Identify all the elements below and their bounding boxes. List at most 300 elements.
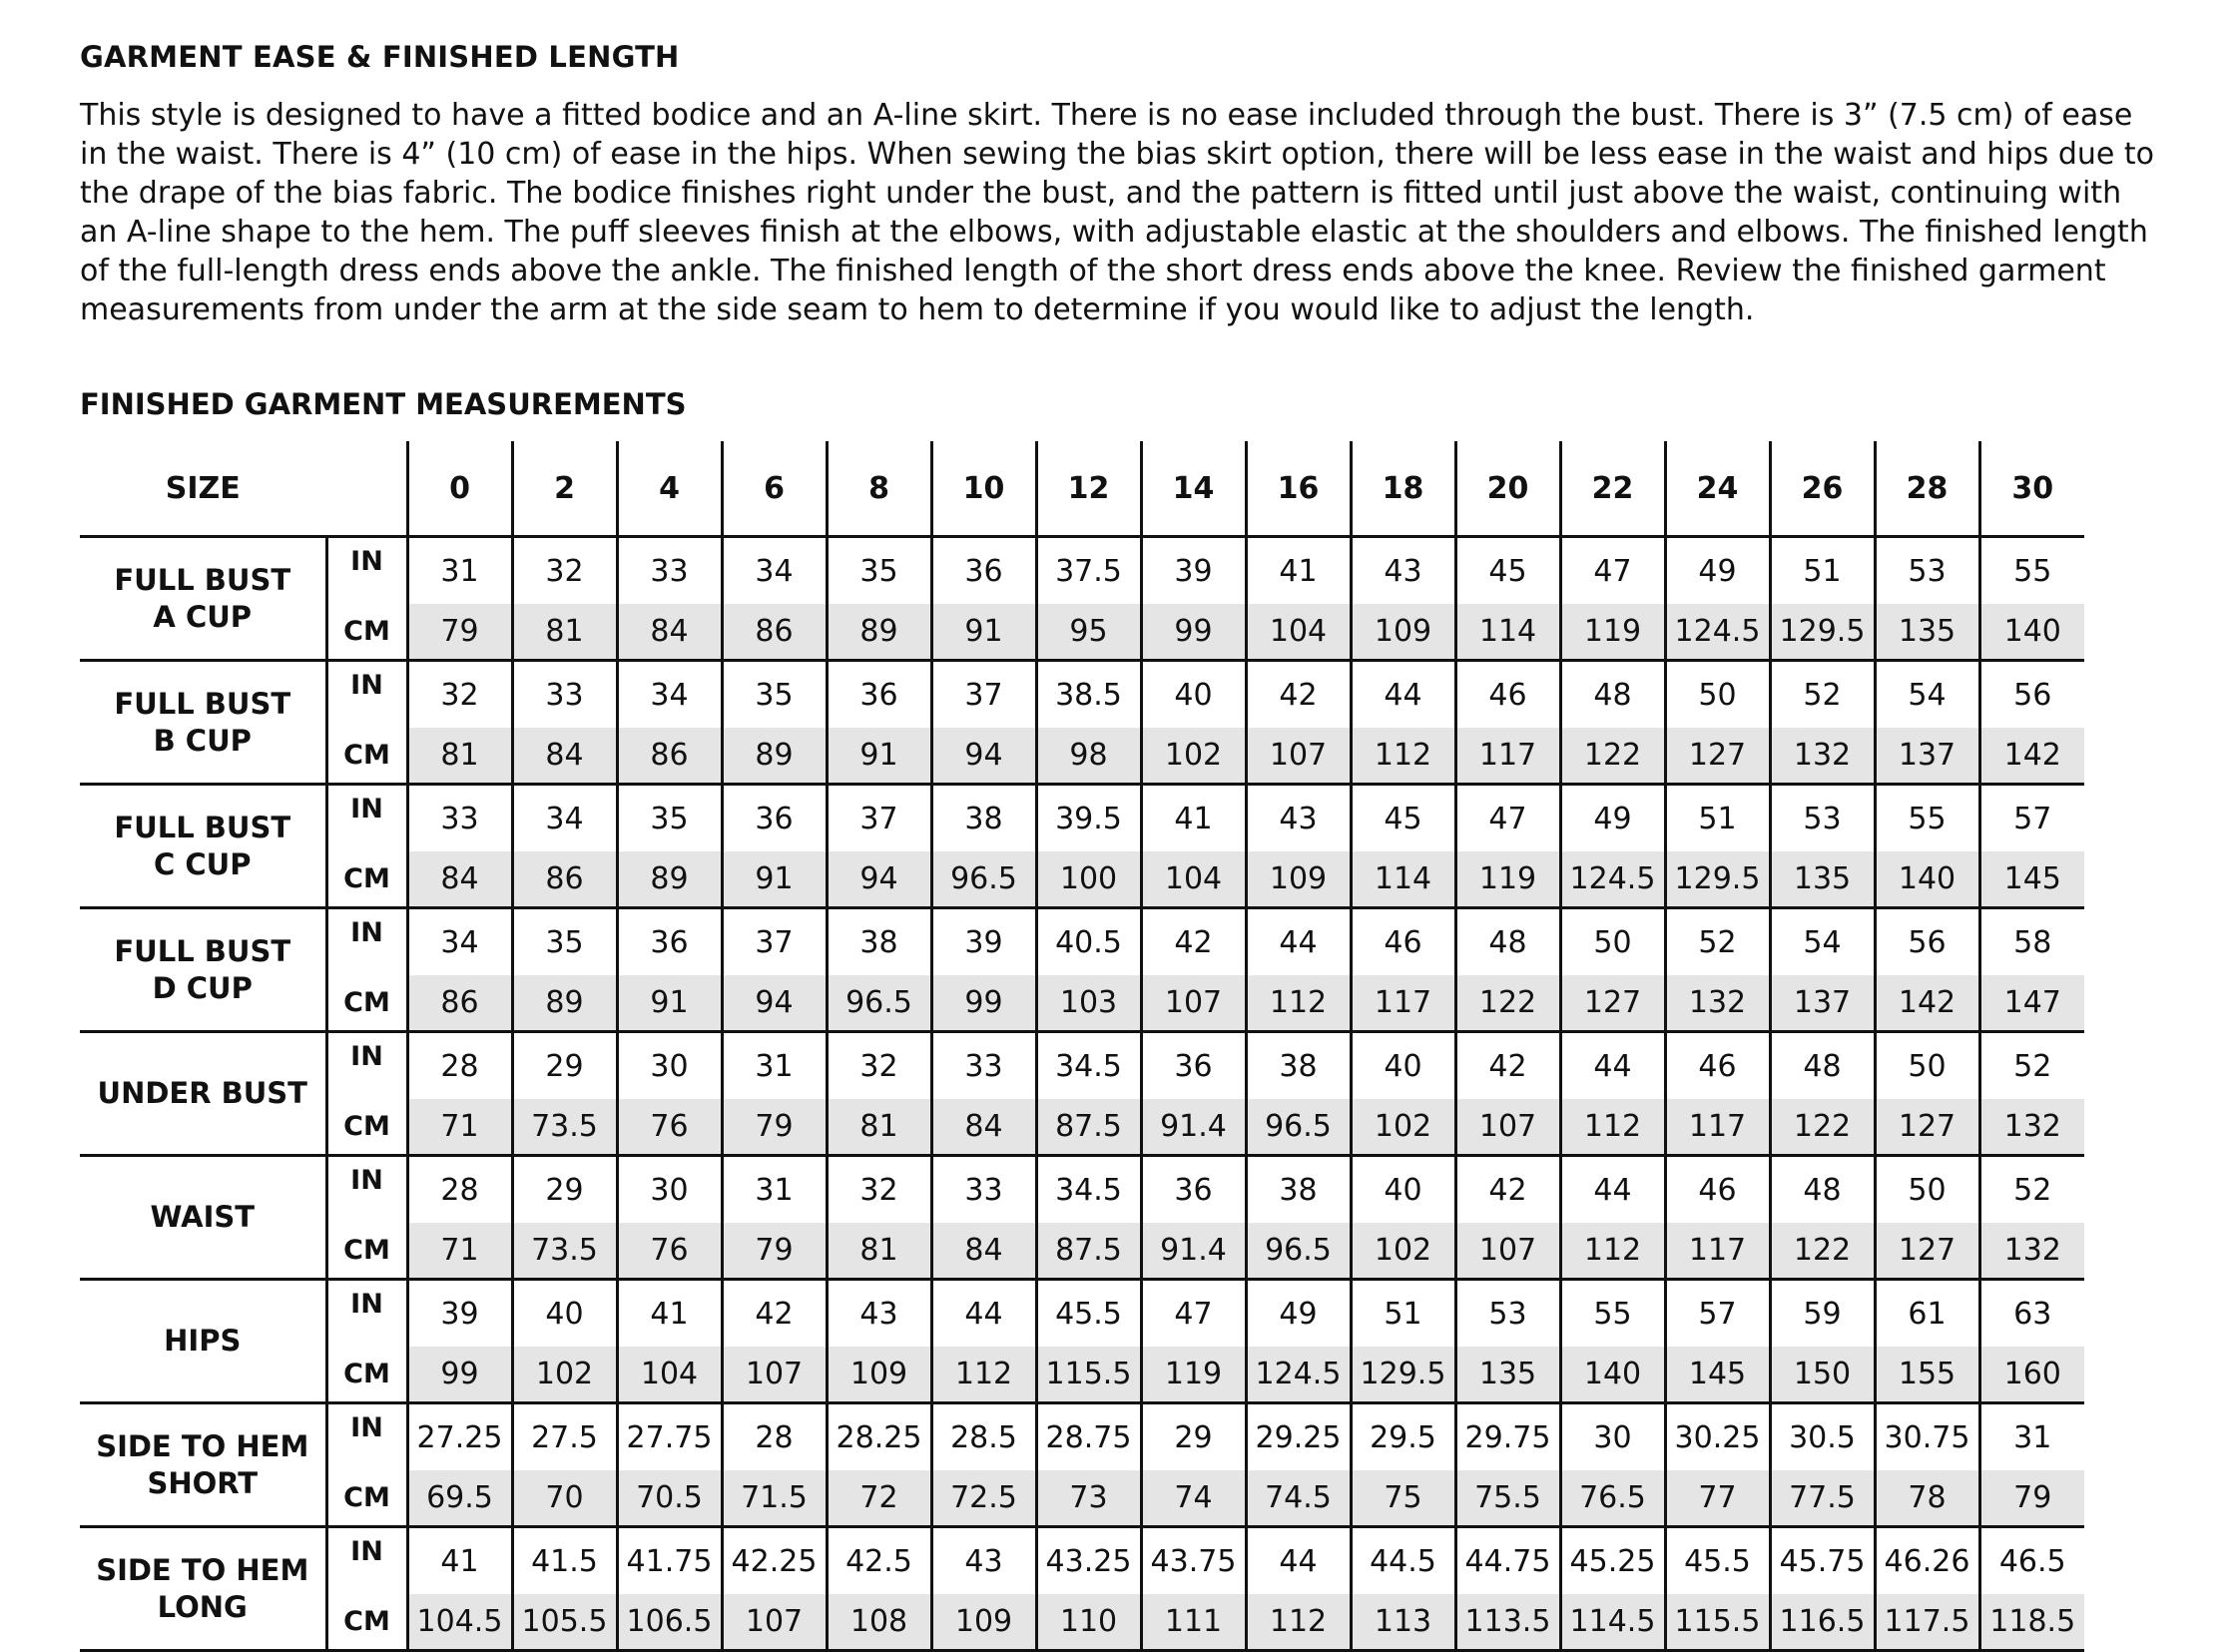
value-cell-in: 37 [931, 661, 1036, 729]
measurement-label-line: WAIST [150, 1200, 256, 1234]
size-header: 8 [827, 441, 931, 537]
value-cell-in: 31 [1979, 1403, 2084, 1471]
value-cell-in: 29 [512, 1156, 617, 1224]
value-cell-in: 55 [1979, 537, 2084, 605]
value-cell-in: 42 [722, 1280, 827, 1348]
value-cell-in: 39.5 [1036, 785, 1141, 852]
value-cell-cm: 71 [407, 1223, 512, 1280]
value-cell-cm: 132 [1770, 728, 1875, 785]
unit-in-label: IN [326, 537, 407, 605]
value-cell-cm: 70.5 [617, 1470, 722, 1527]
measurement-label [80, 1403, 326, 1527]
value-cell-cm: 89 [512, 975, 617, 1032]
value-cell-cm: 104.5 [407, 1594, 512, 1651]
value-cell-in: 56 [1875, 908, 1979, 976]
value-cell-cm: 91 [827, 728, 931, 785]
table-row [80, 1403, 2084, 1471]
measurement-label-line: HIPS [164, 1324, 242, 1358]
table-row [80, 604, 2084, 661]
table-row [80, 1032, 2084, 1100]
measurement-label [80, 1032, 326, 1156]
value-cell-cm: 109 [1246, 851, 1351, 908]
value-cell-cm: 109 [1351, 604, 1455, 661]
value-cell-cm: 76 [617, 1223, 722, 1280]
value-cell-in: 46 [1351, 908, 1455, 976]
value-cell-cm: 75.5 [1455, 1470, 1560, 1527]
value-cell-in: 51 [1351, 1280, 1455, 1348]
measurement-label-line: LONG [157, 1589, 248, 1624]
value-cell-cm: 71.5 [722, 1470, 827, 1527]
table-row [80, 537, 2084, 605]
value-cell-cm: 129.5 [1770, 604, 1875, 661]
value-cell-in: 42 [1455, 1032, 1560, 1100]
value-cell-in: 47 [1141, 1280, 1246, 1348]
value-cell-cm: 114 [1351, 851, 1455, 908]
unit-cm-label: CM [326, 975, 407, 1032]
value-cell-in: 42 [1141, 908, 1246, 976]
value-cell-cm: 107 [1246, 728, 1351, 785]
measurement-label-line: FULL BUST [114, 562, 291, 597]
value-cell-in: 27.5 [512, 1403, 617, 1471]
value-cell-in: 45.25 [1560, 1527, 1665, 1595]
value-cell-in: 41 [1246, 537, 1351, 605]
value-cell-in: 43.75 [1141, 1527, 1246, 1595]
value-cell-in: 47 [1455, 785, 1560, 852]
value-cell-cm: 107 [722, 1594, 827, 1651]
value-cell-in: 52 [1770, 661, 1875, 729]
value-cell-cm: 114.5 [1560, 1594, 1665, 1651]
value-cell-cm: 124.5 [1665, 604, 1770, 661]
value-cell-cm: 86 [617, 728, 722, 785]
value-cell-cm: 104 [1141, 851, 1246, 908]
value-cell-in: 28.5 [931, 1403, 1036, 1471]
value-cell-in: 44 [1560, 1156, 1665, 1224]
value-cell-cm: 107 [1141, 975, 1246, 1032]
size-header: 22 [1560, 441, 1665, 537]
measurement-label-line: FULL BUST [114, 810, 291, 844]
value-cell-in: 50 [1875, 1032, 1979, 1100]
value-cell-in: 36 [722, 785, 827, 852]
value-cell-in: 29 [1141, 1403, 1246, 1471]
value-cell-in: 28.25 [827, 1403, 931, 1471]
value-cell-cm: 94 [931, 728, 1036, 785]
table-row [80, 728, 2084, 785]
value-cell-cm: 124.5 [1560, 851, 1665, 908]
value-cell-cm: 102 [1351, 1223, 1455, 1280]
value-cell-in: 28 [407, 1156, 512, 1224]
value-cell-in: 40 [512, 1280, 617, 1348]
value-cell-cm: 87.5 [1036, 1223, 1141, 1280]
measurements-heading: FINISHED GARMENT MEASUREMENTS [80, 387, 687, 421]
value-cell-in: 28.75 [1036, 1403, 1141, 1471]
value-cell-in: 51 [1770, 537, 1875, 605]
value-cell-in: 54 [1770, 908, 1875, 976]
value-cell-in: 44 [931, 1280, 1036, 1348]
ease-heading: GARMENT EASE & FINISHED LENGTH [80, 40, 680, 74]
value-cell-in: 49 [1246, 1280, 1351, 1348]
value-cell-cm: 73.5 [512, 1223, 617, 1280]
value-cell-cm: 84 [617, 604, 722, 661]
table-row [80, 1347, 2084, 1403]
value-cell-in: 43 [931, 1527, 1036, 1595]
value-cell-in: 53 [1455, 1280, 1560, 1348]
value-cell-cm: 84 [512, 728, 617, 785]
value-cell-cm: 116.5 [1770, 1594, 1875, 1651]
value-cell-cm: 104 [1246, 604, 1351, 661]
value-cell-cm: 105.5 [512, 1594, 617, 1651]
value-cell-in: 55 [1560, 1280, 1665, 1348]
table-row [80, 785, 2084, 852]
value-cell-in: 31 [407, 537, 512, 605]
value-cell-in: 29.5 [1351, 1403, 1455, 1471]
unit-in-label: IN [326, 785, 407, 852]
value-cell-cm: 102 [1141, 728, 1246, 785]
value-cell-cm: 72 [827, 1470, 931, 1527]
measurement-label [80, 661, 326, 785]
value-cell-cm: 76.5 [1560, 1470, 1665, 1527]
value-cell-cm: 76 [617, 1099, 722, 1156]
unit-in-label: IN [326, 1527, 407, 1595]
value-cell-in: 33 [931, 1156, 1036, 1224]
value-cell-cm: 99 [407, 1347, 512, 1403]
value-cell-in: 63 [1979, 1280, 2084, 1348]
value-cell-cm: 100 [1036, 851, 1141, 908]
value-cell-in: 52 [1665, 908, 1770, 976]
value-cell-in: 44 [1560, 1032, 1665, 1100]
ease-paragraph: This style is designed to have a fitted bodice and an A-line skirt. There is no ease included through the bust. There is 3” (7.5 cm) of ease in the waist. There is 4” (10 cm) of ease in the hips. When sewing the bias skirt option, there will be less ease in the waist and hips due to the drape of the bias fabric. The bodice finishes right under the bust, and the pattern is fitted until just above the waist, continuing with an A-line shape to the hem. The puff sleeves finish at the elbows, with adjustable elastic at the shoulders and elbows. The finished length of the full-length dress ends above the ankle. The finished length of the short dress ends above the knee. Review the finished garment measurements from under the arm at the side seam to hem to determine if you would like to adjust the length. [80, 98, 2154, 327]
unit-in-label: IN [326, 1032, 407, 1100]
value-cell-in: 36 [1141, 1156, 1246, 1224]
value-cell-in: 53 [1875, 537, 1979, 605]
value-cell-cm: 89 [722, 728, 827, 785]
value-cell-cm: 113 [1351, 1594, 1455, 1651]
value-cell-in: 49 [1665, 537, 1770, 605]
value-cell-in: 46 [1665, 1032, 1770, 1100]
value-cell-in: 42.5 [827, 1527, 931, 1595]
value-cell-in: 50 [1560, 908, 1665, 976]
value-cell-cm: 108 [827, 1594, 931, 1651]
value-cell-cm: 122 [1770, 1223, 1875, 1280]
value-cell-in: 41 [617, 1280, 722, 1348]
value-cell-cm: 117.5 [1875, 1594, 1979, 1651]
value-cell-cm: 79 [407, 604, 512, 661]
value-cell-cm: 122 [1770, 1099, 1875, 1156]
value-cell-in: 38.5 [1036, 661, 1141, 729]
value-cell-cm: 114 [1455, 604, 1560, 661]
value-cell-cm: 137 [1770, 975, 1875, 1032]
value-cell-in: 35 [827, 537, 931, 605]
unit-cm-label: CM [326, 1594, 407, 1651]
measurement-label-line: SHORT [147, 1465, 259, 1500]
value-cell-cm: 84 [931, 1223, 1036, 1280]
size-header: 20 [1455, 441, 1560, 537]
value-cell-in: 29.25 [1246, 1403, 1351, 1471]
value-cell-in: 46.5 [1979, 1527, 2084, 1595]
measurement-label-line: FULL BUST [114, 933, 291, 968]
value-cell-cm: 73.5 [512, 1099, 617, 1156]
unit-cm-label: CM [326, 1347, 407, 1403]
value-cell-cm: 86 [407, 975, 512, 1032]
value-cell-cm: 70 [512, 1470, 617, 1527]
value-cell-in: 38 [1246, 1032, 1351, 1100]
value-cell-cm: 135 [1875, 604, 1979, 661]
value-cell-in: 57 [1979, 785, 2084, 852]
value-cell-in: 58 [1979, 908, 2084, 976]
value-cell-cm: 118.5 [1979, 1594, 2084, 1651]
table-row [80, 975, 2084, 1032]
value-cell-in: 27.25 [407, 1403, 512, 1471]
value-cell-cm: 81 [827, 1099, 931, 1156]
value-cell-in: 29.75 [1455, 1403, 1560, 1471]
value-cell-cm: 132 [1665, 975, 1770, 1032]
value-cell-cm: 113.5 [1455, 1594, 1560, 1651]
unit-cm-label: CM [326, 1099, 407, 1156]
value-cell-cm: 77.5 [1770, 1470, 1875, 1527]
unit-in-label: IN [326, 1280, 407, 1348]
value-cell-cm: 107 [722, 1347, 827, 1403]
value-cell-cm: 160 [1979, 1347, 2084, 1403]
value-cell-cm: 132 [1979, 1099, 2084, 1156]
value-cell-cm: 89 [617, 851, 722, 908]
value-cell-in: 36 [617, 908, 722, 976]
value-cell-cm: 91 [617, 975, 722, 1032]
value-cell-cm: 109 [931, 1594, 1036, 1651]
value-cell-cm: 94 [827, 851, 931, 908]
value-cell-cm: 91 [722, 851, 827, 908]
value-cell-in: 43 [1246, 785, 1351, 852]
table-row [80, 1527, 2084, 1595]
size-header: 6 [722, 441, 827, 537]
value-cell-cm: 122 [1560, 728, 1665, 785]
value-cell-in: 40 [1351, 1156, 1455, 1224]
value-cell-cm: 81 [407, 728, 512, 785]
table-row [80, 1099, 2084, 1156]
value-cell-cm: 117 [1665, 1223, 1770, 1280]
value-cell-in: 34 [407, 908, 512, 976]
value-cell-cm: 115.5 [1036, 1347, 1141, 1403]
value-cell-cm: 99 [931, 975, 1036, 1032]
value-cell-in: 31 [722, 1156, 827, 1224]
value-cell-cm: 142 [1875, 975, 1979, 1032]
value-cell-in: 34 [617, 661, 722, 729]
value-cell-in: 52 [1979, 1156, 2084, 1224]
value-cell-in: 44 [1246, 1527, 1351, 1595]
value-cell-cm: 112 [1560, 1223, 1665, 1280]
value-cell-cm: 145 [1665, 1347, 1770, 1403]
value-cell-in: 46 [1455, 661, 1560, 729]
value-cell-in: 36 [1141, 1032, 1246, 1100]
value-cell-cm: 102 [512, 1347, 617, 1403]
value-cell-cm: 69.5 [407, 1470, 512, 1527]
table-row [80, 1594, 2084, 1651]
value-cell-cm: 127 [1875, 1223, 1979, 1280]
value-cell-in: 53 [1770, 785, 1875, 852]
value-cell-in: 30 [1560, 1403, 1665, 1471]
value-cell-in: 39 [1141, 537, 1246, 605]
value-cell-cm: 122 [1455, 975, 1560, 1032]
value-cell-cm: 96.5 [1246, 1099, 1351, 1156]
value-cell-cm: 86 [512, 851, 617, 908]
value-cell-cm: 94 [722, 975, 827, 1032]
value-cell-cm: 111 [1141, 1594, 1246, 1651]
size-header-row [80, 441, 2084, 537]
value-cell-cm: 135 [1455, 1347, 1560, 1403]
value-cell-cm: 119 [1455, 851, 1560, 908]
measurement-label [80, 1156, 326, 1280]
value-cell-cm: 106.5 [617, 1594, 722, 1651]
page [80, 40, 2166, 1639]
value-cell-cm: 112 [1560, 1099, 1665, 1156]
size-header: 30 [1979, 441, 2084, 537]
value-cell-in: 45.5 [1665, 1527, 1770, 1595]
size-header: 12 [1036, 441, 1141, 537]
value-cell-cm: 132 [1979, 1223, 2084, 1280]
value-cell-in: 33 [407, 785, 512, 852]
size-header: 10 [931, 441, 1036, 537]
value-cell-cm: 81 [512, 604, 617, 661]
value-cell-in: 48 [1455, 908, 1560, 976]
value-cell-cm: 78 [1875, 1470, 1979, 1527]
unit-cm-label: CM [326, 728, 407, 785]
value-cell-cm: 104 [617, 1347, 722, 1403]
value-cell-cm: 112 [1246, 975, 1351, 1032]
value-cell-cm: 107 [1455, 1223, 1560, 1280]
unit-in-label: IN [326, 1156, 407, 1224]
unit-in-label: IN [326, 908, 407, 976]
value-cell-in: 54 [1875, 661, 1979, 729]
value-cell-in: 41.5 [512, 1527, 617, 1595]
size-header: 2 [512, 441, 617, 537]
value-cell-cm: 71 [407, 1099, 512, 1156]
value-cell-in: 42.25 [722, 1527, 827, 1595]
value-cell-cm: 75 [1351, 1470, 1455, 1527]
value-cell-cm: 142 [1979, 728, 2084, 785]
measurement-label-line: UNDER BUST [97, 1076, 307, 1110]
value-cell-in: 45.75 [1770, 1527, 1875, 1595]
table-row [80, 1470, 2084, 1527]
measurement-label-line: FULL BUST [114, 686, 291, 721]
value-cell-cm: 72.5 [931, 1470, 1036, 1527]
size-header: 28 [1875, 441, 1979, 537]
value-cell-in: 34 [512, 785, 617, 852]
table-row [80, 1223, 2084, 1280]
value-cell-in: 32 [407, 661, 512, 729]
value-cell-in: 33 [617, 537, 722, 605]
value-cell-in: 28 [722, 1403, 827, 1471]
value-cell-in: 40 [1141, 661, 1246, 729]
value-cell-in: 32 [827, 1156, 931, 1224]
value-cell-in: 51 [1665, 785, 1770, 852]
value-cell-cm: 129.5 [1351, 1347, 1455, 1403]
measurement-label-line: B CUP [153, 723, 252, 758]
value-cell-cm: 117 [1455, 728, 1560, 785]
value-cell-in: 52 [1979, 1032, 2084, 1100]
measurement-label [80, 908, 326, 1032]
value-cell-in: 31 [722, 1032, 827, 1100]
measurement-label [80, 537, 326, 661]
value-cell-cm: 119 [1141, 1347, 1246, 1403]
value-cell-in: 37.5 [1036, 537, 1141, 605]
value-cell-in: 32 [827, 1032, 931, 1100]
value-cell-cm: 98 [1036, 728, 1141, 785]
value-cell-cm: 140 [1979, 604, 2084, 661]
table-row [80, 1280, 2084, 1348]
value-cell-cm: 95 [1036, 604, 1141, 661]
value-cell-cm: 79 [722, 1223, 827, 1280]
value-cell-in: 33 [512, 661, 617, 729]
value-cell-in: 43 [1351, 537, 1455, 605]
value-cell-in: 42 [1246, 661, 1351, 729]
table-row [80, 1156, 2084, 1224]
value-cell-cm: 117 [1665, 1099, 1770, 1156]
value-cell-cm: 140 [1560, 1347, 1665, 1403]
value-cell-in: 56 [1979, 661, 2084, 729]
value-cell-in: 61 [1875, 1280, 1979, 1348]
value-cell-cm: 84 [931, 1099, 1036, 1156]
table-row [80, 908, 2084, 976]
value-cell-cm: 129.5 [1665, 851, 1770, 908]
value-cell-cm: 112 [1246, 1594, 1351, 1651]
measurement-label-line: A CUP [153, 599, 253, 634]
size-header: 18 [1351, 441, 1455, 537]
value-cell-in: 40.5 [1036, 908, 1141, 976]
value-cell-cm: 155 [1875, 1347, 1979, 1403]
value-cell-in: 27.75 [617, 1403, 722, 1471]
value-cell-in: 47 [1560, 537, 1665, 605]
unit-in-label: IN [326, 661, 407, 729]
value-cell-cm: 91.4 [1141, 1099, 1246, 1156]
value-cell-in: 38 [1246, 1156, 1351, 1224]
unit-cm-label: CM [326, 851, 407, 908]
value-cell-cm: 87.5 [1036, 1099, 1141, 1156]
value-cell-cm: 81 [827, 1223, 931, 1280]
value-cell-cm: 127 [1560, 975, 1665, 1032]
size-header: 4 [617, 441, 722, 537]
size-header: 24 [1665, 441, 1770, 537]
value-cell-in: 35 [722, 661, 827, 729]
table-row [80, 661, 2084, 729]
unit-cm-label: CM [326, 604, 407, 661]
measurement-label-line: SIDE TO HEM [96, 1428, 309, 1463]
size-header: 26 [1770, 441, 1875, 537]
value-cell-cm: 73 [1036, 1470, 1141, 1527]
value-cell-in: 38 [931, 785, 1036, 852]
value-cell-cm: 91 [931, 604, 1036, 661]
value-cell-in: 37 [722, 908, 827, 976]
table-row [80, 851, 2084, 908]
value-cell-cm: 74 [1141, 1470, 1246, 1527]
value-cell-in: 39 [407, 1280, 512, 1348]
value-cell-in: 41 [1141, 785, 1246, 852]
value-cell-cm: 110 [1036, 1594, 1141, 1651]
value-cell-cm: 115.5 [1665, 1594, 1770, 1651]
value-cell-in: 30.25 [1665, 1403, 1770, 1471]
value-cell-in: 55 [1875, 785, 1979, 852]
measurement-label-line: SIDE TO HEM [96, 1552, 309, 1587]
value-cell-cm: 86 [722, 604, 827, 661]
value-cell-in: 57 [1665, 1280, 1770, 1348]
value-cell-in: 41 [407, 1527, 512, 1595]
value-cell-cm: 96.5 [827, 975, 931, 1032]
value-cell-in: 43 [827, 1280, 931, 1348]
value-cell-in: 30 [617, 1156, 722, 1224]
value-cell-cm: 145 [1979, 851, 2084, 908]
value-cell-in: 50 [1665, 661, 1770, 729]
value-cell-in: 35 [617, 785, 722, 852]
measurements-table [80, 441, 2084, 1652]
value-cell-cm: 96.5 [1246, 1223, 1351, 1280]
value-cell-cm: 91.4 [1141, 1223, 1246, 1280]
